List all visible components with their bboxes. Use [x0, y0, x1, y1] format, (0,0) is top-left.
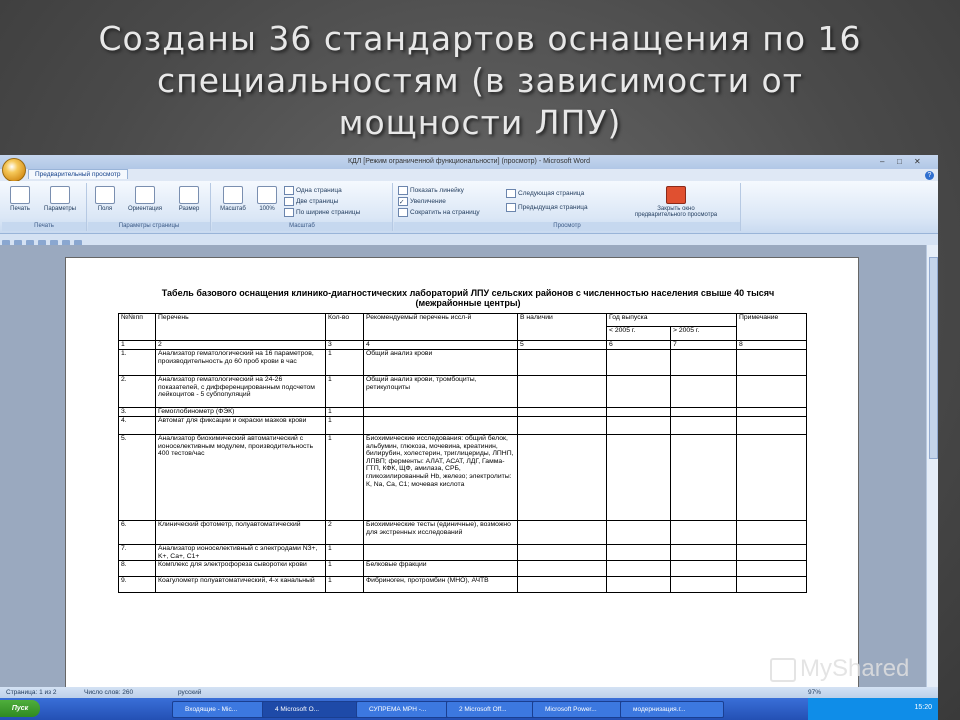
minimize-icon[interactable]: –: [880, 157, 885, 166]
start-button[interactable]: Пуск: [0, 700, 40, 717]
print-label: Печать: [10, 206, 30, 212]
table-row: [119, 577, 807, 593]
header-qty: Кол-во: [326, 314, 364, 341]
row-num-cell: 8.: [119, 561, 156, 577]
table-body: [119, 314, 807, 593]
magnifier-checkbox[interactable]: [398, 197, 446, 206]
prev-page-label: Предыдущая страница: [518, 204, 588, 212]
group-page-setup: [88, 183, 211, 231]
row-num-cell: 3.: [119, 408, 156, 417]
row-num-cell: 6.: [119, 521, 156, 545]
header-note: Примечание: [737, 314, 807, 341]
colnum-cell: 3: [326, 341, 364, 350]
params-label: Параметры: [44, 206, 76, 212]
colnum-cell: 7: [671, 341, 737, 350]
row-available-cell: [518, 435, 607, 521]
row-after-cell: [671, 545, 737, 561]
row-item-cell: Коагулометр полуавтоматический, 4-х канальный: [156, 577, 326, 593]
header-tests: Рекомендуемый перечень иссл-й: [364, 314, 518, 341]
row-note-cell: [737, 545, 807, 561]
group-label: Просмотр: [394, 222, 740, 231]
size-label: Размер: [178, 206, 200, 212]
one-page-button[interactable]: [284, 186, 342, 195]
row-note-cell: [737, 417, 807, 435]
row-qty-cell: 2: [326, 521, 364, 545]
close-preview-button[interactable]: [616, 186, 736, 218]
orientation-label: Ориентация: [127, 206, 163, 212]
row-item-cell: Комплекс для электрофореза сыворотки крови: [156, 561, 326, 577]
zoom-button[interactable]: [216, 186, 250, 212]
two-pages-button[interactable]: [284, 197, 338, 206]
word-screenshot: [0, 155, 938, 720]
row-qty-cell: 1: [326, 408, 364, 417]
row-tests-cell: [364, 408, 518, 417]
next-page-icon: [506, 189, 516, 198]
table-row: [119, 435, 807, 521]
colnum-cell: 5: [518, 341, 607, 350]
table-row: [119, 350, 807, 376]
equipment-table: [118, 313, 807, 593]
tab-print-preview[interactable]: Предварительный просмотр: [28, 169, 128, 179]
size-button[interactable]: [172, 186, 206, 212]
row-num-cell: 5.: [119, 435, 156, 521]
row-num-cell: 9.: [119, 577, 156, 593]
margins-label: Поля: [97, 206, 113, 212]
row-available-cell: [518, 417, 607, 435]
group-label: Масштаб: [212, 222, 392, 231]
print-button[interactable]: [6, 186, 34, 212]
next-page-button[interactable]: [506, 189, 584, 198]
row-before-cell: [607, 545, 671, 561]
taskbar-item[interactable]: Microsoft Power...: [532, 701, 630, 718]
close-icon[interactable]: ✕: [914, 157, 921, 166]
help-icon[interactable]: ?: [925, 171, 934, 180]
row-qty-cell: 1: [326, 577, 364, 593]
row-before-cell: [607, 521, 671, 545]
two-pages-label: Две страницы: [296, 198, 339, 206]
row-after-cell: [671, 435, 737, 521]
table-row: [119, 521, 807, 545]
header-available: В наличии: [518, 314, 607, 341]
prev-page-button[interactable]: [506, 203, 588, 212]
slide-title: [40, 18, 920, 144]
office-button[interactable]: [2, 158, 26, 182]
row-item-cell: Анализатор гематологический на 16 параметров, производительность до 60 проб крови в час: [156, 350, 326, 376]
colnum-cell: 8: [737, 341, 807, 350]
colnum-cell: 1: [119, 341, 156, 350]
column-number-row: [119, 341, 807, 350]
row-before-cell: [607, 577, 671, 593]
group-print: [2, 183, 87, 231]
page-width-button[interactable]: [284, 208, 360, 217]
row-before-cell: [607, 561, 671, 577]
zoom-level[interactable]: 97%: [808, 689, 822, 696]
row-after-cell: [671, 521, 737, 545]
scroll-thumb[interactable]: [929, 257, 938, 459]
row-after-cell: [671, 417, 737, 435]
prev-page-icon: [506, 203, 516, 212]
row-num-cell: 1.: [119, 350, 156, 376]
row-available-cell: [518, 561, 607, 577]
row-item-cell: Клинический фотометр, полуавтоматический: [156, 521, 326, 545]
row-qty-cell: 1: [326, 417, 364, 435]
orientation-button[interactable]: [122, 186, 168, 212]
row-num-cell: 7.: [119, 545, 156, 561]
page-count[interactable]: Страница: 1 из 2: [6, 689, 57, 696]
row-qty-cell: 1: [326, 435, 364, 521]
print-settings-icon: [50, 186, 70, 204]
group-label: Параметры страницы: [88, 222, 210, 231]
header-before: < 2005 г.: [607, 327, 671, 341]
row-before-cell: [607, 417, 671, 435]
row-note-cell: [737, 350, 807, 376]
row-tests-cell: Общий анализ крови, тромбоциты, ретикулоциты: [364, 376, 518, 408]
system-tray: [808, 698, 938, 720]
row-available-cell: [518, 577, 607, 593]
shrink-button[interactable]: [398, 208, 480, 217]
next-page-label: Следующая страница: [518, 190, 585, 198]
row-qty-cell: 1: [326, 376, 364, 408]
row-item-cell: Гемоглобинометр (ФЭК): [156, 408, 326, 417]
document-page: [65, 257, 859, 689]
row-before-cell: [607, 435, 671, 521]
row-tests-cell: [364, 417, 518, 435]
taskbar-item[interactable]: СУПРЕМА МРН -...: [356, 701, 456, 718]
row-available-cell: [518, 521, 607, 545]
row-tests-cell: Биохимические тесты (единичные), возможно для экстренных исследований: [364, 521, 518, 545]
row-before-cell: [607, 350, 671, 376]
row-item-cell: Анализатор ионоселективный с электродами N3+, K+, Ca+, C1+: [156, 545, 326, 561]
document-title: [118, 288, 818, 308]
taskbar: [0, 698, 938, 720]
two-pages-icon: [284, 197, 294, 206]
row-available-cell: [518, 545, 607, 561]
row-before-cell: [607, 376, 671, 408]
ribbon: [0, 181, 938, 234]
table-row: [119, 561, 807, 577]
orientation-icon: [135, 186, 155, 204]
row-after-cell: [671, 408, 737, 417]
header-list: Перечень: [156, 314, 326, 341]
row-after-cell: [671, 561, 737, 577]
header-after: > 2005 г.: [671, 327, 737, 341]
taskbar-item[interactable]: 2 Microsoft Off...: [446, 701, 542, 718]
row-tests-cell: Фибриноген, протромбин (МНО), АЧТВ: [364, 577, 518, 593]
page-100-icon: [257, 186, 277, 204]
taskbar-item[interactable]: модернизация.г...: [620, 701, 724, 718]
slide-title-line: специальностям (в зависимости от: [157, 61, 803, 100]
colnum-cell: 6: [607, 341, 671, 350]
slide-title-line: Созданы 36 стандартов оснащения по 16: [98, 19, 862, 58]
language[interactable]: русский: [178, 689, 202, 696]
checkbox-icon: [398, 186, 408, 195]
row-note-cell: [737, 561, 807, 577]
row-before-cell: [607, 408, 671, 417]
colnum-cell: 4: [364, 341, 518, 350]
row-tests-cell: [364, 545, 518, 561]
table-row: [119, 376, 807, 408]
zoom-100-button[interactable]: [254, 186, 280, 212]
row-item-cell: Анализатор биохимический автоматический с ионоселективным модулем, производительность 400 тестов/час: [156, 435, 326, 521]
row-note-cell: [737, 521, 807, 545]
row-after-cell: [671, 376, 737, 408]
row-available-cell: [518, 350, 607, 376]
row-after-cell: [671, 350, 737, 376]
magnifier-label: Увеличение: [410, 198, 446, 206]
page-width-icon: [284, 208, 294, 217]
params-button[interactable]: [38, 186, 82, 212]
table-row: [119, 545, 807, 561]
header-num: №№пп: [119, 314, 156, 341]
shrink-icon: [398, 208, 408, 217]
vertical-scrollbar[interactable]: [926, 245, 938, 687]
row-item-cell: Автомат для фиксации и окраски мазков крови: [156, 417, 326, 435]
row-note-cell: [737, 435, 807, 521]
row-num-cell: 2.: [119, 376, 156, 408]
row-note-cell: [737, 408, 807, 417]
row-num-cell: 4.: [119, 417, 156, 435]
checkmark-icon: ✓: [398, 197, 408, 206]
row-tests-cell: Биохимические исследования: общий белок, альбумин, глюкоза, мочевина, креатинин, билирубин, холестерин, триглицериды, ЛПНП, ЛПВП; ферменты: АЛАТ, АСАТ, ЛДГ, Гамма-ГТП, КФК, ЩФ, амилаза, СРБ, гликозилированный Hb, железо; электролиты: К, Na, Са, С1; мочевая кислота: [364, 435, 518, 521]
table-row: [119, 408, 807, 417]
document-title-line: (межрайонные центры): [415, 298, 521, 308]
taskbar-item[interactable]: Входящие - Mic...: [172, 701, 272, 718]
row-after-cell: [671, 577, 737, 593]
word-count[interactable]: Число слов: 260: [84, 689, 134, 696]
row-qty-cell: 1: [326, 350, 364, 376]
close-preview-label: предварительного просмотра: [634, 212, 718, 218]
taskbar-item[interactable]: 4 Microsoft O...: [262, 701, 366, 718]
window-title: КДЛ [Режим ограниченной функциональности] (просмотр) - Microsoft Word: [347, 158, 591, 165]
colnum-cell: 2: [156, 341, 326, 350]
row-tests-cell: Белковые фракции: [364, 561, 518, 577]
margins-icon: [95, 186, 115, 204]
one-page-icon: [284, 186, 294, 195]
row-available-cell: [518, 408, 607, 417]
row-qty-cell: 1: [326, 545, 364, 561]
row-note-cell: [737, 577, 807, 593]
page-width-label: По ширине страницы: [296, 209, 361, 217]
show-ruler-checkbox[interactable]: [398, 186, 464, 195]
one-page-label: Одна страница: [296, 187, 342, 195]
row-note-cell: [737, 376, 807, 408]
document-title-line: Табель базового оснащения клинико-диагностических лабораторий ЛПУ сельских районов с численностью населения свыше 40 тысяч: [161, 288, 775, 298]
show-ruler-label: Показать линейку: [410, 187, 464, 195]
group-preview: [394, 183, 741, 231]
magnifier-icon: [223, 186, 243, 204]
watermark: [770, 655, 909, 683]
watermark-text: MyShared: [800, 655, 910, 682]
header-year: Год выпуска: [607, 314, 737, 327]
printer-icon: [10, 186, 30, 204]
row-item-cell: Анализатор гематологический на 24-26 показателей, с дифференцированным подсчетом лейкоцитов - 5 субпопуляций: [156, 376, 326, 408]
table-row: [119, 417, 807, 435]
watermark-logo-icon: [770, 658, 796, 682]
margins-button[interactable]: [92, 186, 118, 212]
group-zoom: [212, 183, 393, 231]
row-qty-cell: 1: [326, 561, 364, 577]
group-label: Печать: [2, 222, 86, 231]
close-preview-icon: [666, 186, 686, 204]
clock: 15:20: [914, 704, 932, 711]
slide-title-line: мощности ЛПУ): [338, 103, 622, 142]
close-preview-label: Закрыть окно: [657, 206, 695, 212]
title-bar: [0, 155, 938, 169]
page-size-icon: [179, 186, 199, 204]
maximize-icon[interactable]: □: [897, 157, 902, 166]
zoom-100-label: 100%: [259, 206, 275, 212]
row-available-cell: [518, 376, 607, 408]
zoom-label: Масштаб: [220, 206, 246, 212]
row-tests-cell: Общий анализ крови: [364, 350, 518, 376]
table-header-row: [119, 314, 807, 327]
status-bar: [0, 687, 938, 698]
shrink-label: Сократить на страницу: [410, 209, 480, 217]
